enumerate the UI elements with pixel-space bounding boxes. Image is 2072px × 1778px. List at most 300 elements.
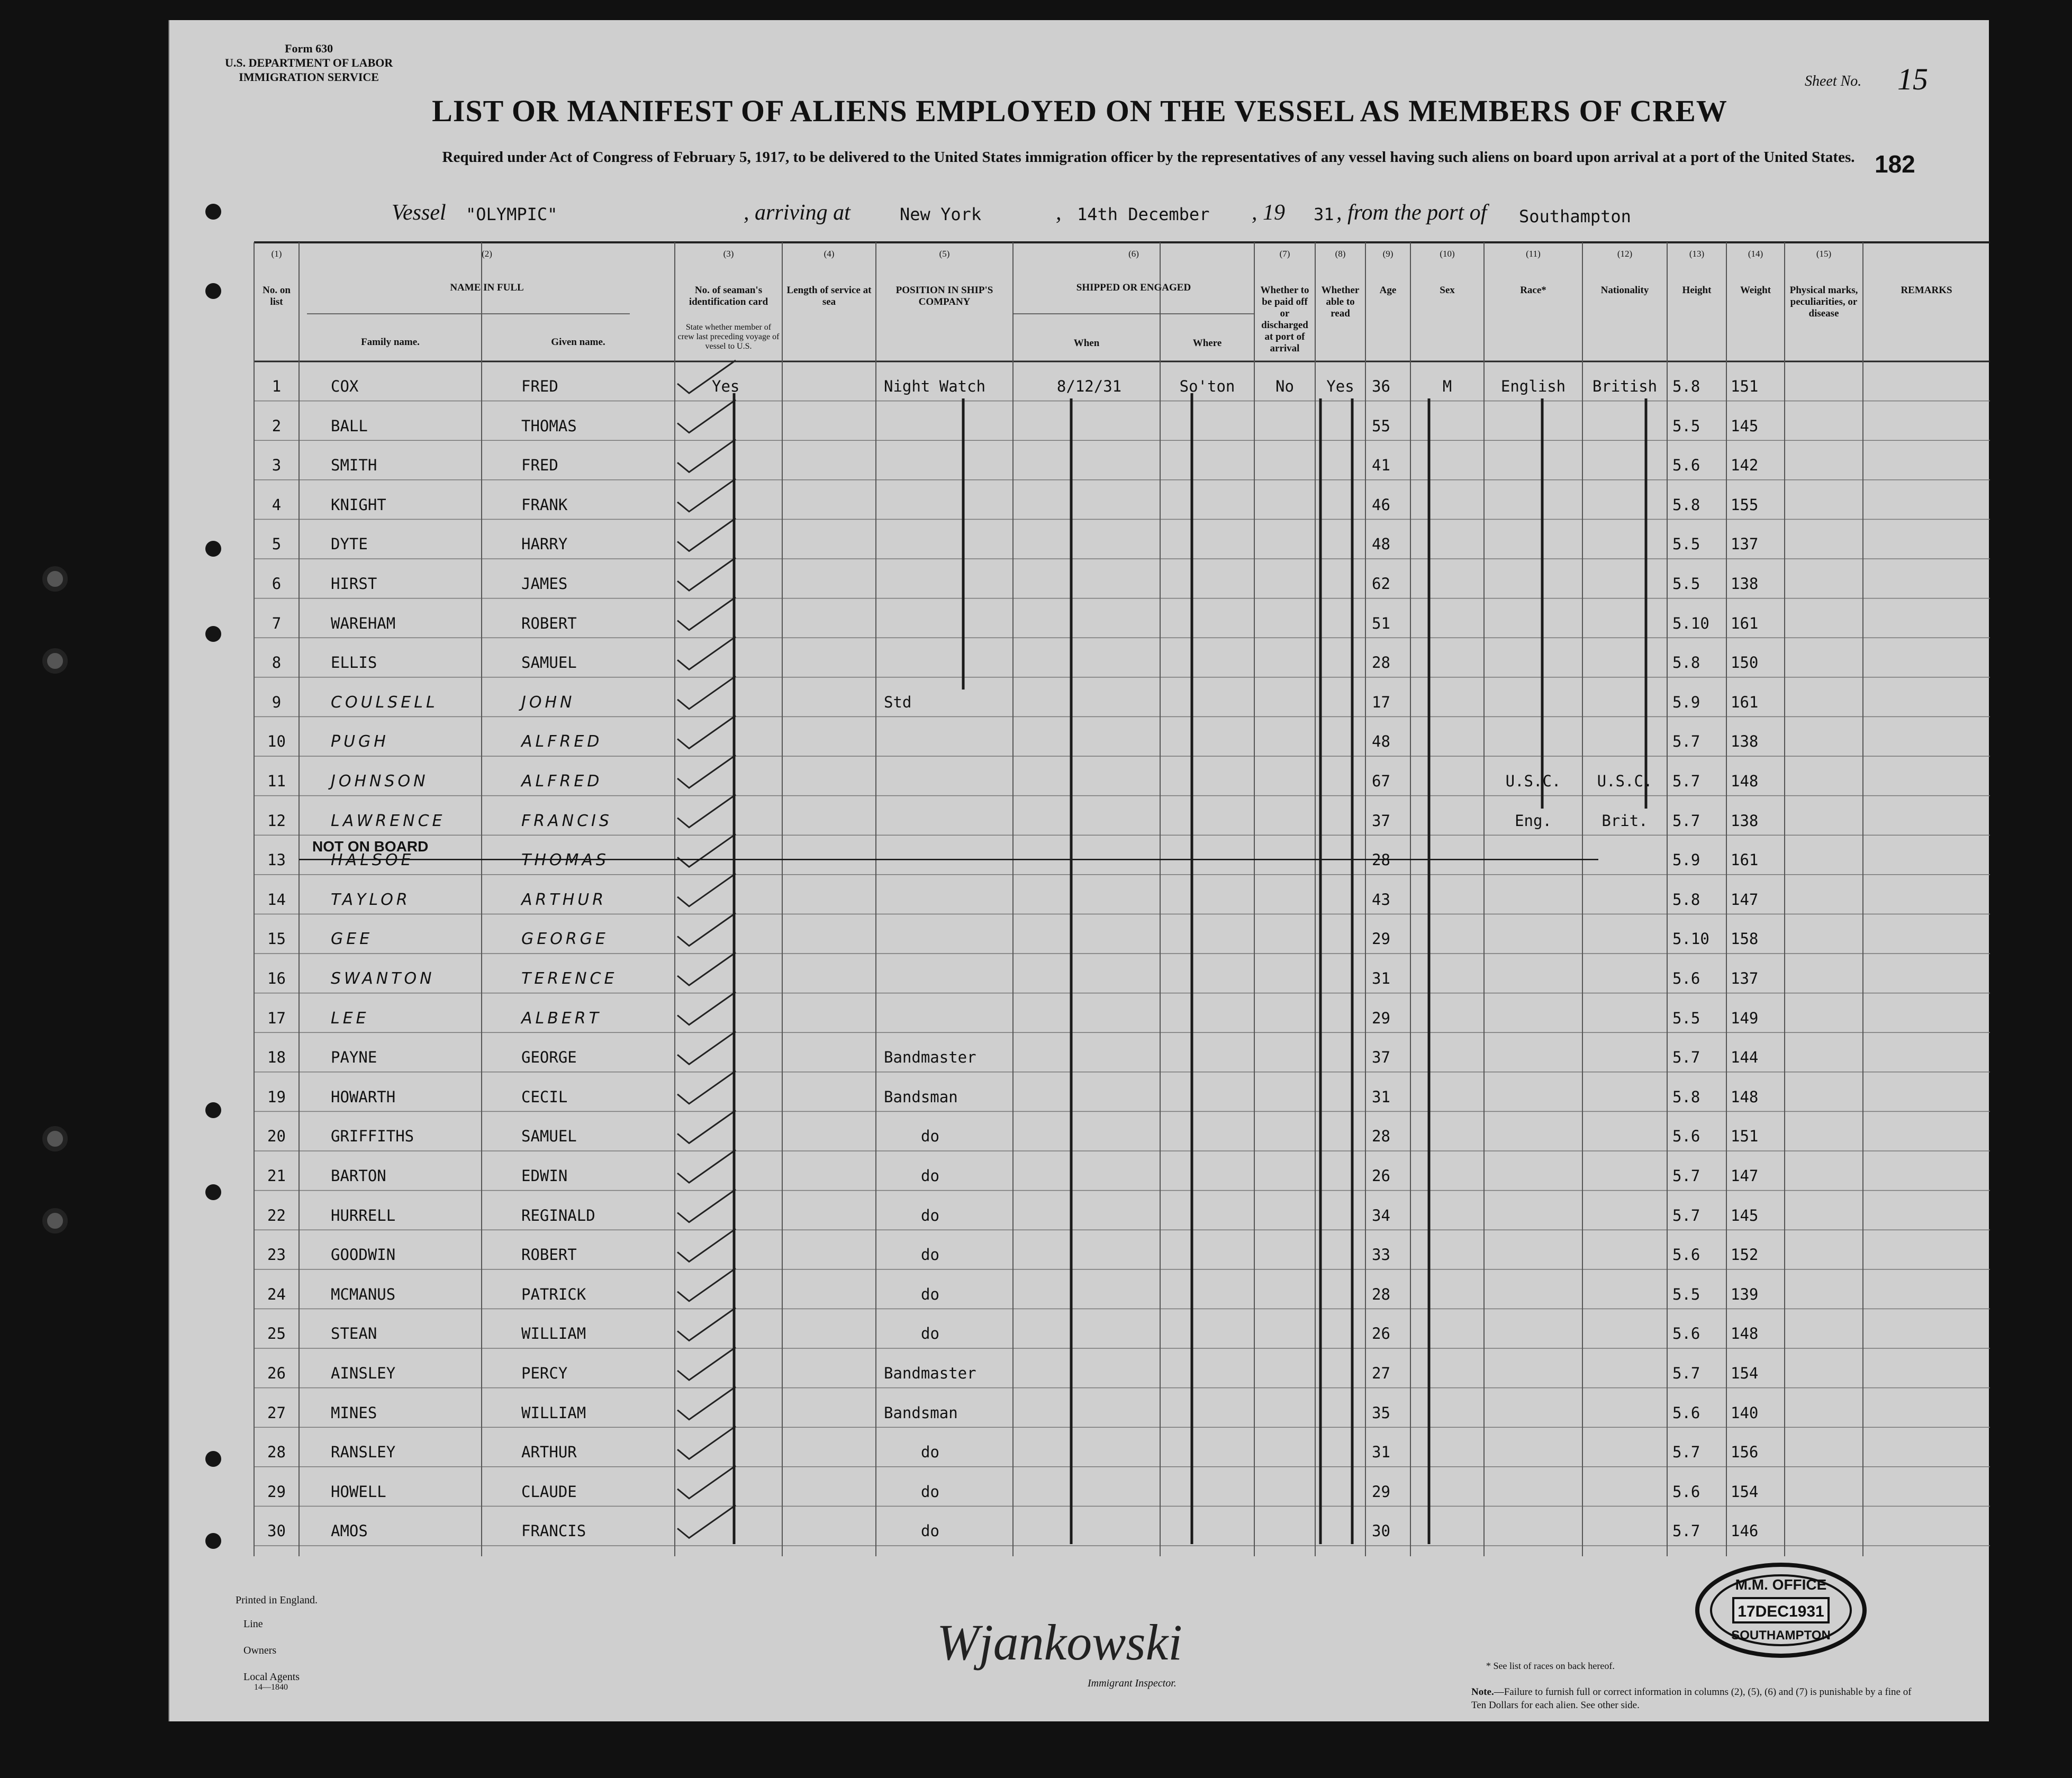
cell-age: 36	[1372, 377, 1390, 395]
punch-hole	[205, 1184, 221, 1200]
cell-race: English	[1500, 377, 1566, 395]
cell-prev: Yes	[712, 377, 740, 395]
cell-given: WILLIAM	[521, 1403, 586, 1422]
cell-family: PAYNE	[331, 1048, 377, 1067]
cell-age: 62	[1372, 575, 1390, 593]
check-mark	[677, 1387, 736, 1420]
cell-family: ELLIS	[331, 654, 377, 672]
column-header-given-name: Given name.	[551, 337, 605, 348]
cell-family: COULSELL	[331, 693, 438, 712]
cell-height: 5.5	[1672, 575, 1700, 593]
cell-where: So'ton	[1179, 377, 1235, 395]
cell-age: 17	[1372, 693, 1390, 711]
cell-given: GEORGE	[521, 930, 609, 949]
column-number-c10: (10)	[1440, 249, 1455, 259]
cell-given: HARRY	[521, 535, 568, 554]
cell-height: 5.7	[1672, 1167, 1700, 1185]
cell-given: PERCY	[521, 1364, 568, 1382]
cell-weight: 147	[1731, 1167, 1759, 1185]
document-title: LIST OR MANIFEST OF ALIENS EMPLOYED ON THE VESSEL AS MEMBERS OF CREW	[432, 94, 1727, 128]
column-number-c6: (6)	[1128, 249, 1139, 259]
column-header-c8: Whether able to read	[1321, 285, 1360, 319]
cell-age: 48	[1372, 732, 1390, 751]
stamp-bottom: SOUTHAMPTON	[1731, 1628, 1831, 1643]
sheet-label: Sheet No.	[1805, 73, 1862, 89]
cell-given: PATRICK	[521, 1285, 586, 1303]
cell-weight: 161	[1731, 851, 1759, 869]
column-header-family-name: Family name.	[361, 337, 420, 348]
cell-weight: 146	[1731, 1522, 1759, 1540]
cell-age: 30	[1372, 1522, 1390, 1540]
cell-given: ALBERT	[521, 1009, 602, 1028]
cell-no: 11	[267, 772, 286, 790]
cell-age: 26	[1372, 1167, 1390, 1185]
cell-weight: 151	[1731, 1127, 1759, 1146]
check-mark	[677, 715, 736, 748]
cell-race: U.S.C.	[1505, 772, 1561, 790]
cell-height: 5.6	[1672, 1127, 1700, 1146]
cell-height: 5.7	[1672, 1048, 1700, 1067]
cell-age: 28	[1372, 851, 1390, 869]
check-mark	[677, 1110, 736, 1143]
cell-no: 9	[272, 693, 282, 711]
cell-given: CLAUDE	[521, 1482, 577, 1501]
cell-nationality: British	[1592, 377, 1658, 395]
cell-given: ALFRED	[521, 772, 603, 791]
cell-position: do	[921, 1285, 939, 1303]
column-header-c2: NAME IN FULL	[450, 282, 524, 293]
cell-weight: 149	[1731, 1009, 1759, 1027]
column-number-c1: (1)	[271, 249, 282, 259]
table-grid	[169, 20, 1990, 1721]
cell-height: 5.9	[1672, 851, 1700, 869]
cell-family: HIRST	[331, 575, 377, 593]
binder-ring	[42, 1208, 68, 1233]
cell-given: EDWIN	[521, 1167, 568, 1185]
cell-family: HURRELL	[331, 1206, 396, 1224]
cell-no: 18	[267, 1048, 286, 1067]
cell-height: 5.8	[1672, 377, 1700, 395]
cell-height: 5.6	[1672, 1325, 1700, 1343]
column-number-c8: (8)	[1335, 249, 1346, 259]
cell-no: 4	[272, 495, 282, 514]
column-header-c15: Physical marks, peculiarities, or disease	[1789, 285, 1858, 319]
cell-height: 5.7	[1672, 772, 1700, 790]
cell-nationality: U.S.C.	[1597, 772, 1653, 790]
cell-age: 37	[1372, 811, 1390, 830]
cell-when: 8/12/31	[1056, 377, 1122, 395]
not-on-board-note: NOT ON BOARD	[312, 838, 429, 855]
inspector-signature: Wjankowski	[937, 1614, 1182, 1671]
cell-height: 5.5	[1672, 535, 1700, 554]
sheet-number: 15	[1897, 62, 1928, 96]
column-number-c13: (13)	[1689, 249, 1705, 259]
check-mark	[677, 1505, 736, 1538]
cell-age: 33	[1372, 1246, 1390, 1264]
cell-age: 37	[1372, 1048, 1390, 1067]
page-number: 182	[1875, 150, 1915, 178]
check-mark	[677, 1031, 736, 1064]
form-number: Form 630	[285, 42, 333, 55]
check-mark	[677, 400, 736, 433]
check-mark	[677, 1071, 736, 1104]
arriving-port: New York	[900, 204, 982, 224]
column-header-when: When	[1073, 338, 1100, 349]
cell-family: MINES	[331, 1403, 377, 1422]
cell-no: 14	[267, 890, 286, 909]
cell-position: do	[921, 1127, 939, 1146]
cell-height: 5.10	[1672, 930, 1709, 948]
column-header-c12: Nationality	[1600, 285, 1649, 296]
cell-height: 5.9	[1672, 693, 1700, 711]
cell-family: BARTON	[331, 1167, 386, 1185]
check-mark	[677, 952, 736, 985]
column-header-c5: POSITION IN SHIP'S COMPANY	[895, 285, 993, 307]
check-mark	[677, 439, 736, 472]
penalty-note	[1471, 1685, 1921, 1712]
column-number-c2: (2)	[482, 249, 492, 259]
column-number-c4: (4)	[824, 249, 835, 259]
cell-family: GRIFFITHS	[331, 1127, 414, 1146]
punch-hole	[205, 1102, 221, 1118]
cell-given: THOMAS	[521, 851, 609, 870]
cell-family: LAWRENCE	[331, 811, 446, 830]
cell-family: SMITH	[331, 456, 377, 475]
binder-ring	[42, 566, 68, 592]
cell-height: 5.8	[1672, 495, 1700, 514]
cell-given: ROBERT	[521, 1246, 577, 1264]
column-header-c10: Sex	[1440, 285, 1455, 296]
cell-age: 67	[1372, 772, 1390, 790]
punch-hole	[205, 283, 221, 299]
cell-given: FRED	[521, 377, 558, 395]
cell-family: HOWARTH	[331, 1087, 396, 1106]
cell-weight: 150	[1731, 654, 1759, 672]
punch-hole	[205, 1533, 221, 1549]
check-mark	[677, 1229, 736, 1262]
cell-position: do	[921, 1167, 939, 1185]
cell-age: 46	[1372, 495, 1390, 514]
column-number-c3: (3)	[723, 249, 734, 259]
cell-weight: 145	[1731, 1206, 1759, 1224]
cell-height: 5.5	[1672, 1285, 1700, 1303]
from-port-label: , from the port of	[1336, 201, 1487, 225]
cell-read: Yes	[1326, 377, 1354, 395]
cell-no: 24	[267, 1285, 286, 1303]
cell-weight: 140	[1731, 1403, 1759, 1422]
column-header-remarks: REMARKS	[1901, 285, 1952, 296]
column-header-c9: Age	[1379, 285, 1397, 296]
office-stamp	[1694, 1560, 1868, 1661]
column-header-c7: Whether to be paid off or discharged at port of arrival	[1260, 285, 1309, 354]
cell-family: DYTE	[331, 535, 368, 554]
cell-given: REGINALD	[521, 1206, 595, 1224]
cell-age: 29	[1372, 1009, 1390, 1027]
column-header-c4: Length of service at sea	[786, 285, 872, 307]
cell-weight: 155	[1731, 495, 1759, 514]
cell-no: 20	[267, 1127, 286, 1146]
vessel-name: "OLYMPIC"	[466, 204, 558, 224]
cell-given: THOMAS	[521, 416, 577, 435]
cell-race: Eng.	[1515, 811, 1552, 830]
cell-family: AINSLEY	[331, 1364, 396, 1382]
cell-age: 29	[1372, 930, 1390, 948]
cell-weight: 142	[1731, 456, 1759, 475]
cell-weight: 145	[1731, 416, 1759, 435]
column-number-c11: (11)	[1526, 249, 1541, 259]
cell-weight: 138	[1731, 811, 1759, 830]
cell-age: 28	[1372, 1285, 1390, 1303]
column-number-c5: (5)	[939, 249, 950, 259]
check-mark	[677, 1466, 736, 1499]
cell-given: TERENCE	[521, 969, 618, 988]
cell-family: JOHNSON	[331, 772, 429, 791]
cell-weight: 154	[1731, 1482, 1759, 1501]
cell-height: 5.5	[1672, 1009, 1700, 1027]
column-header-c1: No. on list	[263, 285, 291, 307]
column-header-c14: Weight	[1740, 285, 1771, 296]
cell-position: Bandmaster	[884, 1048, 976, 1067]
check-mark	[677, 795, 736, 828]
cell-age: 31	[1372, 969, 1390, 987]
cell-weight: 148	[1731, 772, 1759, 790]
stamp-top: M.M. OFFICE	[1735, 1576, 1827, 1593]
cell-weight: 148	[1731, 1325, 1759, 1343]
service: IMMIGRATION SERVICE	[239, 70, 379, 84]
check-mark	[677, 755, 736, 788]
cell-no: 5	[272, 535, 282, 554]
cell-position: Bandsman	[884, 1087, 958, 1106]
form-code: 14—1840	[254, 1683, 288, 1692]
cell-no: 8	[272, 654, 282, 672]
punch-hole	[205, 204, 221, 220]
cell-age: 31	[1372, 1443, 1390, 1462]
check-mark	[677, 874, 736, 906]
cell-no: 13	[267, 851, 286, 869]
cell-family: KNIGHT	[331, 495, 386, 514]
cell-position: Bandmaster	[884, 1364, 976, 1382]
cell-age: 31	[1372, 1087, 1390, 1106]
agents-label: Local Agents	[243, 1671, 300, 1683]
cell-age: 43	[1372, 890, 1390, 909]
column-number-c15: (15)	[1816, 249, 1832, 259]
arriving-label: , arriving at	[744, 201, 850, 225]
cell-no: 3	[272, 456, 282, 475]
check-mark	[677, 1268, 736, 1301]
check-mark	[677, 676, 736, 709]
cell-family: HALSOE	[331, 851, 414, 870]
cell-weight: 138	[1731, 732, 1759, 751]
cell-given: ALFRED	[521, 732, 603, 751]
cell-height: 5.8	[1672, 890, 1700, 909]
cell-given: JOHN	[521, 693, 575, 712]
column-header-c3: No. of seaman's identification card	[689, 285, 768, 307]
cell-family: TAYLOR	[331, 890, 411, 909]
comma: ,	[1056, 201, 1062, 225]
cell-family: WAREHAM	[331, 614, 396, 632]
cell-position: Bandsman	[884, 1403, 958, 1422]
cell-given: JAMES	[521, 575, 568, 593]
cell-given: SAMUEL	[521, 1127, 577, 1146]
cell-sex: M	[1442, 377, 1452, 395]
cell-weight: 161	[1731, 614, 1759, 632]
cell-weight: 151	[1731, 377, 1759, 395]
cell-height: 5.7	[1672, 1364, 1700, 1382]
punch-hole	[205, 626, 221, 642]
check-mark	[677, 1347, 736, 1380]
check-mark	[677, 637, 736, 669]
punch-hole	[205, 541, 221, 557]
column-number-c12: (12)	[1617, 249, 1633, 259]
check-mark	[677, 1426, 736, 1459]
cell-no: 19	[267, 1087, 286, 1106]
check-mark	[677, 518, 736, 551]
column-number-c14: (14)	[1748, 249, 1763, 259]
requirement-text: Required under Act of Congress of February 5, 1917, to be delivered to the United States immigration officer by the representatives of any vessel having such aliens on board upon arrival at a port of the United States.	[442, 149, 1855, 166]
cell-no: 16	[267, 969, 286, 987]
cell-given: SAMUEL	[521, 654, 577, 672]
year: 31	[1314, 204, 1334, 224]
cell-given: FRED	[521, 456, 558, 475]
cell-no: 1	[272, 377, 282, 395]
cell-family: GEE	[331, 930, 373, 949]
column-header-c6: SHIPPED OR ENGAGED	[1076, 282, 1191, 293]
cell-age: 35	[1372, 1403, 1390, 1422]
check-mark	[677, 992, 736, 1025]
cell-weight: 139	[1731, 1285, 1759, 1303]
binder-ring	[42, 1126, 68, 1151]
column-header-c11: Race*	[1520, 285, 1546, 296]
cell-weight: 161	[1731, 693, 1759, 711]
cell-weight: 147	[1731, 890, 1759, 909]
cell-height: 5.7	[1672, 1522, 1700, 1540]
cell-no: 25	[267, 1325, 286, 1343]
cell-no: 27	[267, 1403, 286, 1422]
cell-no: 23	[267, 1246, 286, 1264]
cell-position: do	[921, 1325, 939, 1343]
manifest-sheet	[168, 20, 1989, 1721]
cell-age: 29	[1372, 1482, 1390, 1501]
cell-family: SWANTON	[331, 969, 435, 988]
cell-given: ARTHUR	[521, 1443, 577, 1462]
cell-family: LEE	[331, 1009, 369, 1028]
cell-family: COX	[331, 377, 359, 395]
check-mark	[677, 834, 736, 867]
cell-weight: 144	[1731, 1048, 1759, 1067]
cell-height: 5.7	[1672, 811, 1700, 830]
cell-no: 28	[267, 1443, 286, 1462]
check-mark	[677, 913, 736, 946]
check-mark	[677, 558, 736, 591]
cell-given: FRANCIS	[521, 811, 612, 830]
stamp-date: 17DEC1931	[1738, 1603, 1824, 1620]
note-label: Note.	[1471, 1686, 1494, 1698]
cell-height: 5.8	[1672, 654, 1700, 672]
cell-no: 6	[272, 575, 282, 593]
cell-age: 34	[1372, 1206, 1390, 1224]
cell-family: PUGH	[331, 732, 389, 751]
cell-age: 41	[1372, 456, 1390, 475]
cell-age: 48	[1372, 535, 1390, 554]
cell-height: 5.7	[1672, 1206, 1700, 1224]
column-number-c7: (7)	[1279, 249, 1290, 259]
cell-height: 5.6	[1672, 456, 1700, 475]
cell-no: 30	[267, 1522, 286, 1540]
cell-family: BALL	[331, 416, 368, 435]
cell-no: 21	[267, 1167, 286, 1185]
cell-family: RANSLEY	[331, 1443, 396, 1462]
cell-given: FRANK	[521, 495, 568, 514]
cell-given: FRANCIS	[521, 1522, 586, 1540]
cell-age: 28	[1372, 1127, 1390, 1146]
cell-age: 27	[1372, 1364, 1390, 1382]
cell-position: do	[921, 1482, 939, 1501]
cell-height: 5.5	[1672, 416, 1700, 435]
cell-no: 29	[267, 1482, 286, 1501]
cell-nationality: Brit.	[1601, 811, 1648, 830]
cell-height: 5.6	[1672, 1403, 1700, 1422]
cell-height: 5.7	[1672, 732, 1700, 751]
cell-given: ARTHUR	[521, 890, 607, 909]
cell-given: ROBERT	[521, 614, 577, 632]
cell-no: 15	[267, 930, 286, 948]
cell-age: 55	[1372, 416, 1390, 435]
cell-family: HOWELL	[331, 1482, 386, 1501]
column-number-c9: (9)	[1382, 249, 1394, 259]
column-subheader-c3: State whether member of crew last preceding voyage of vessel to U.S.	[677, 323, 780, 351]
cell-height: 5.7	[1672, 1443, 1700, 1462]
cell-position: do	[921, 1246, 939, 1264]
cell-height: 5.10	[1672, 614, 1709, 632]
cell-weight: 158	[1731, 930, 1759, 948]
cell-family: GOODWIN	[331, 1246, 396, 1264]
cell-height: 5.6	[1672, 969, 1700, 987]
cell-position: do	[921, 1522, 939, 1540]
cell-no: 7	[272, 614, 282, 632]
cell-weight: 152	[1731, 1246, 1759, 1264]
cell-no: 26	[267, 1364, 286, 1382]
line-label: Line	[243, 1618, 263, 1630]
cell-weight: 137	[1731, 535, 1759, 554]
department: U.S. DEPARTMENT OF LABOR	[225, 56, 393, 69]
cell-age: 51	[1372, 614, 1390, 632]
vessel-label: Vessel	[392, 201, 446, 225]
cell-height: 5.6	[1672, 1482, 1700, 1501]
cell-position: Std	[884, 693, 912, 711]
cell-no: 10	[267, 732, 286, 751]
punch-hole	[205, 1451, 221, 1467]
cell-given: WILLIAM	[521, 1325, 586, 1343]
cell-family: STEAN	[331, 1325, 377, 1343]
cell-given: CECIL	[521, 1087, 568, 1106]
cell-position: do	[921, 1443, 939, 1462]
inspector-label: Immigrant Inspector.	[1088, 1677, 1177, 1689]
cell-no: 17	[267, 1009, 286, 1027]
cell-age: 26	[1372, 1325, 1390, 1343]
cell-position: Night Watch	[884, 377, 986, 395]
check-mark	[677, 1150, 736, 1183]
printed-in: Printed in England.	[236, 1594, 318, 1606]
column-header-c13: Height	[1682, 285, 1712, 296]
cell-weight: 154	[1731, 1364, 1759, 1382]
cell-position: do	[921, 1206, 939, 1224]
departure-port: Southampton	[1519, 206, 1631, 226]
cell-weight: 148	[1731, 1087, 1759, 1106]
cell-no: 12	[267, 811, 286, 830]
owners-label: Owners	[243, 1645, 277, 1656]
cell-weight: 137	[1731, 969, 1759, 987]
cell-weight: 138	[1731, 575, 1759, 593]
